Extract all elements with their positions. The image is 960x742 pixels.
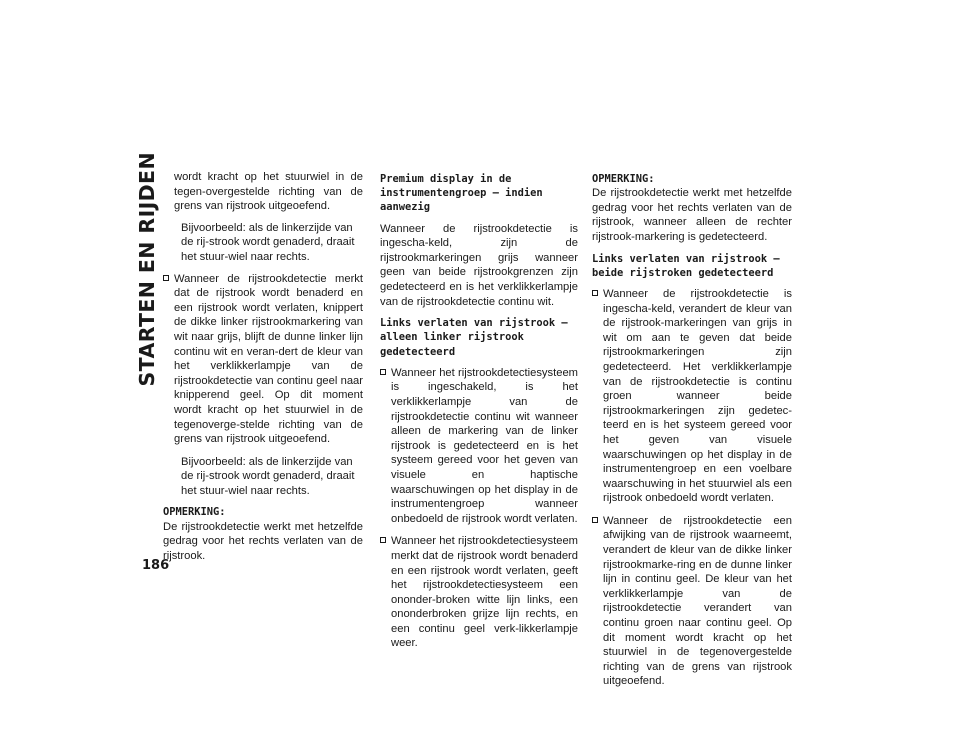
section-heading: Premium display in de instrumentengroep — indien aanwezig bbox=[380, 173, 543, 214]
checkbox-bullet-icon bbox=[592, 290, 598, 296]
example-paragraph-2: Bijvoorbeeld: als de linkerzijde van de rij-strook wordt genaderd, draait het stuur-wiel naar rechts. bbox=[181, 455, 355, 497]
bullet-item bbox=[592, 287, 792, 506]
bullet-item bbox=[592, 514, 792, 689]
checkbox-bullet-icon bbox=[592, 517, 598, 523]
note-text: De rijstrookdetectie werkt met hetzelfde gedrag voor het rechts verlaten van de rijstrook, wanneer alleen de rechter rijstrook-markering is gedetecteerd. bbox=[592, 187, 792, 243]
page-number: 186 bbox=[142, 558, 170, 573]
section-heading: Links verlaten van rijstrook — alleen linker rijstrook gedetecteerd bbox=[380, 317, 568, 358]
bullet-text: Wanneer het rijstrookdetectiesysteem merkt dat de rijstrook wordt benaderd en een rijstrook wordt verlaten, geeft het rijstrookdetectiesysteem een ononder-broken witte lijn links, een ononderbroken grijze lijn rechts, en een continu geel verk-likkerlampje weer. bbox=[391, 535, 578, 650]
checkbox-bullet-icon bbox=[380, 537, 386, 543]
section-heading: Links verlaten van rijstrook — beide rijstroken gedetecteerd bbox=[592, 252, 780, 279]
checkbox-bullet-icon bbox=[163, 275, 169, 281]
bullet-text: Wanneer de rijstrookdetectie een afwijking van de rijstrook waarneemt, verandert de kleur van de dikke linker rijstrookmarke-ring en de dunne linker lijn in continu geel. De kleur van het verklikkerlampje van de rijstrookdetectie verandert van continu groen naar continu geel. Op dit moment wordt kracht op het stuurwiel in de tegenovergestelde richting van de grens van rijstrook uitgeoefend. bbox=[603, 514, 792, 688]
column-3 bbox=[592, 172, 792, 697]
bullet-text: Wanneer de rijstrookdetectie is ingescha-keld, verandert de kleur van de rijstrook-markeringen van grijs in wit om aan te geven dat beide rijstrookmarkeringen zijn gedetecteerd. Het verklikkerlampje van de rijstrookdetectie is continu groen wanneer beide rijstrookmarkeringen zijn gedetec-teerd en is het systeem gereed voor het geven van visuele waarschuwingen op het display in de instrumentengroep en een voelbare waarschuwing in het stuurwiel als een rijstrook onbedoeld wordt verlaten. bbox=[603, 287, 792, 505]
column-2 bbox=[380, 172, 578, 659]
bullet-text: Wanneer het rijstrookdetectiesysteem is ingeschakeld, is het verklikkerlampje van de rijstrookdetectie continu wit wanneer alleen de markering van de linker rijstrook is gedetecteerd en is het systeem gereed voor het geven van visuele en haptische waarschuwingen op het display in de instrumentengroep wanneer onbedoeld de rijstrook wordt verlaten. bbox=[391, 366, 578, 525]
checkbox-bullet-icon bbox=[380, 369, 386, 375]
section-title bbox=[132, 152, 162, 552]
paragraph: Wanneer de rijstrookdetectie is ingescha-keld, zijn de rijstrookmarkeringen grijs wanneer geen van beide rijstrookgrenzen zijn gedetecteerd en is het verklikkerlampje van de rijstrookdetectie continu wit. bbox=[380, 222, 578, 308]
note-heading: OPMERKING: bbox=[163, 506, 226, 519]
continued-paragraph: wordt kracht op het stuurwiel in de tegen-overgestelde richting van de grens van rijstrook uitgeoefend. bbox=[174, 171, 363, 213]
bullet-text: Wanneer de rijstrookdetectie merkt dat de rijstrook wordt benaderd en een rijstrook wordt verlaten, knippert de dikke linker rijstrookmarkering van wit naar grijs, blijft de dunne linker lijn continu wit en veran-dert de kleur van het verklikkerlampje van de rijstrookdetectie van continu geel naar knipperend geel. Op dit moment wordt kracht op het stuurwiel in de tegenoverge-stelde richting van de grens van rijstrook uitgeoefend. bbox=[174, 272, 363, 446]
bullet-item bbox=[380, 534, 578, 651]
note-text: De rijstrookdetectie werkt met hetzelfde gedrag voor het rechts verlaten van de rijstrook. bbox=[163, 520, 363, 562]
note-heading: OPMERKING: bbox=[592, 173, 655, 185]
example-paragraph-1: Bijvoorbeeld: als de linkerzijde van de rij-strook wordt genaderd, draait het stuur-wiel naar rechts. bbox=[181, 221, 355, 263]
column-1 bbox=[163, 170, 363, 570]
bullet-item bbox=[163, 272, 363, 447]
section-title-text: STARTEN EN RIJDEN bbox=[135, 152, 159, 387]
bullet-item bbox=[380, 366, 578, 527]
